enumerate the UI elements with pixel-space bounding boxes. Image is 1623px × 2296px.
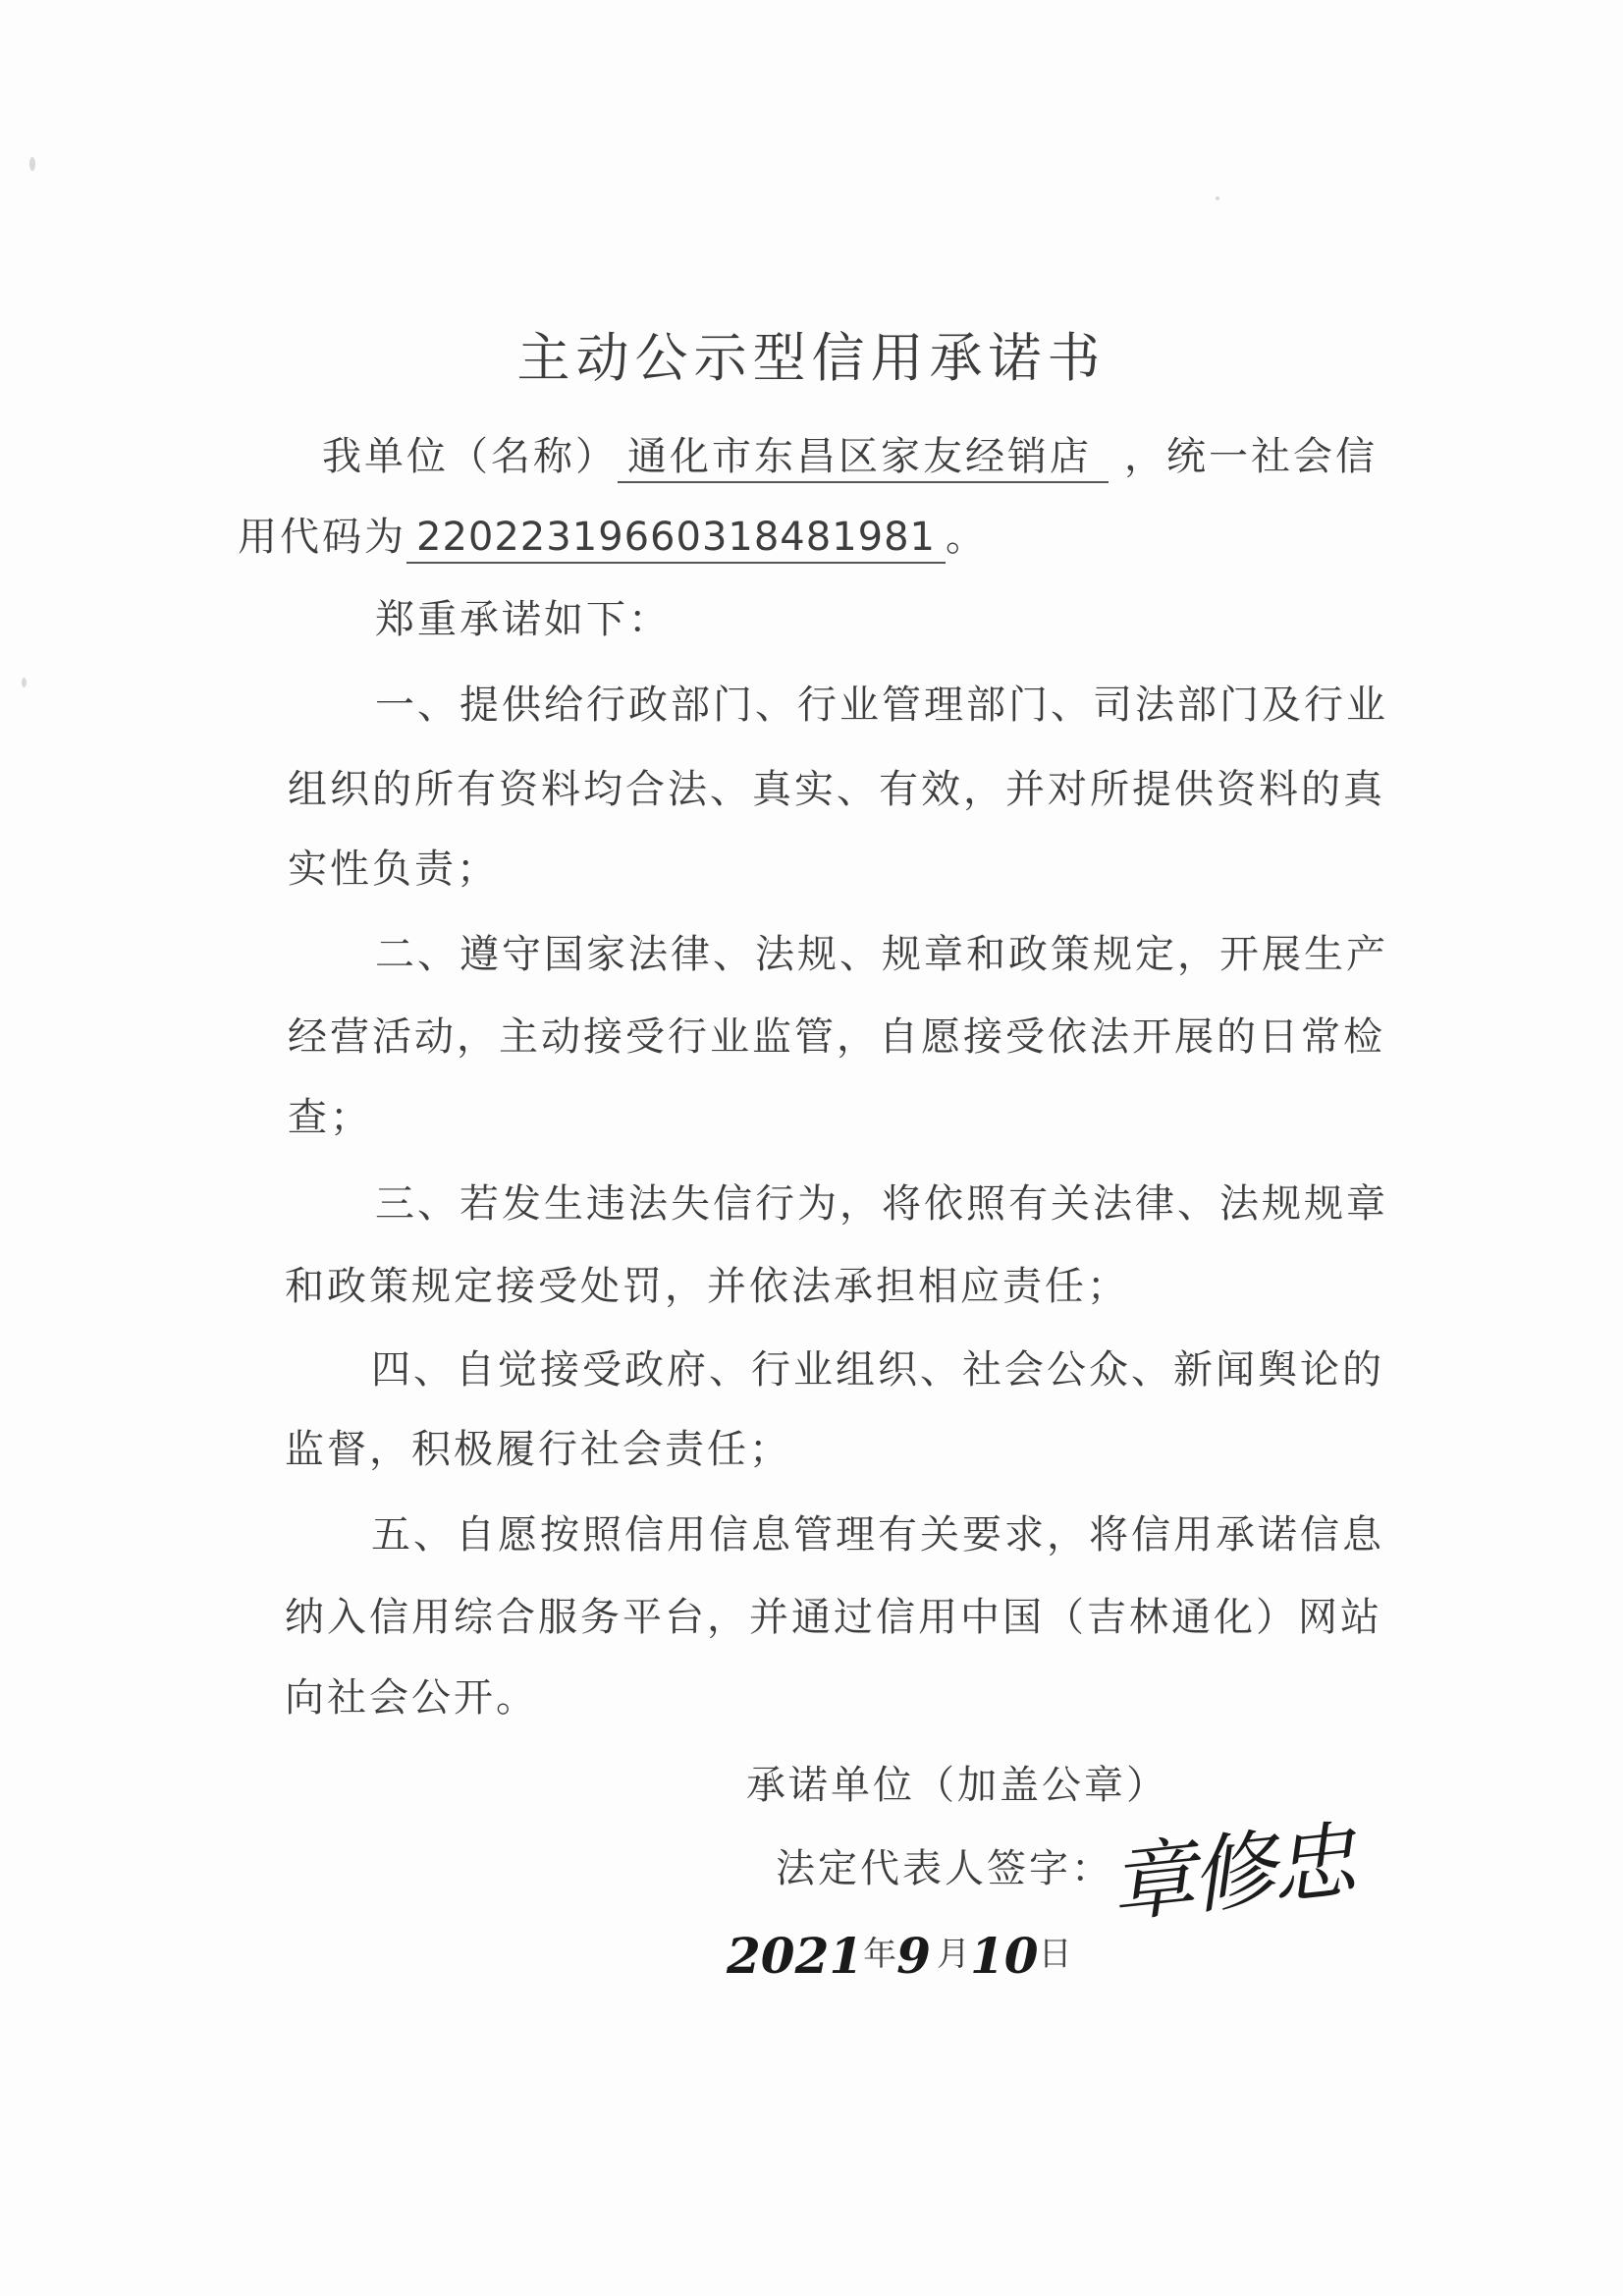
date-month: 9 — [896, 1927, 931, 1985]
clause-4-line-1: 四、自觉接受政府、行业组织、社会公众、新闻舆论的 — [371, 1347, 1384, 1393]
credit-code-field: 22022319660318481981 — [406, 515, 946, 564]
clause-1-line-3: 实性负责； — [288, 847, 499, 892]
clause-3-line-2: 和政策规定接受处罚，并依法承担相应责任； — [285, 1264, 1129, 1309]
pledge-heading: 郑重承诺如下： — [375, 597, 671, 642]
clause-5-line-1: 五、自愿按照信用信息管理有关要求，将信用承诺信息 — [371, 1512, 1384, 1558]
code-suffix: 。 — [945, 515, 988, 560]
scan-speck — [1216, 196, 1219, 200]
date-year: 2021 — [727, 1927, 864, 1985]
clause-5-line-2: 纳入信用综合服务平台，并通过信用中国（吉林通化）网站 — [285, 1595, 1382, 1640]
legal-rep-label: 法定代表人签字： — [776, 1846, 1113, 1891]
signing-date — [727, 1927, 1072, 1985]
intro-suffix: ，统一社会信 — [1124, 434, 1378, 479]
clause-1-line-2: 组织的所有资料均合法、真实、有效，并对所提供资料的真 — [288, 767, 1385, 812]
intro-line-1 — [322, 432, 1378, 483]
document-title: 主动公示型信用承诺书 — [516, 327, 1107, 389]
clause-4-line-2: 监督，积极履行社会责任； — [285, 1427, 791, 1472]
clause-2-line-3: 查； — [288, 1095, 372, 1140]
intro-prefix: 我单位（名称） — [322, 434, 618, 479]
company-name-field: 通化市东昌区家友经销店 — [618, 434, 1109, 483]
date-month-unit: 月 — [936, 1935, 970, 1974]
date-day: 10 — [969, 1927, 1039, 1985]
date-day-unit: 日 — [1038, 1935, 1072, 1974]
scan-speck — [29, 157, 35, 171]
intro-line-2 — [238, 513, 988, 564]
date-year-unit: 年 — [863, 1935, 897, 1974]
clause-3-line-1: 三、若发生违法失信行为，将依照有关法律、法规规章 — [375, 1181, 1388, 1227]
commitment-unit-label: 承诺单位（加盖公章） — [746, 1763, 1168, 1808]
legal-rep-signature: 章修忠 — [1106, 1812, 1357, 1936]
clause-2-line-1: 二、遵守国家法律、法规、规章和政策规定，开展生产 — [375, 932, 1388, 977]
clause-2-line-2: 经营活动，主动接受行业监管，自愿接受依法开展的日常检 — [288, 1014, 1385, 1060]
clause-1-line-1: 一、提供给行政部门、行业管理部门、司法部门及行业 — [375, 683, 1388, 728]
scan-speck — [22, 678, 27, 687]
code-prefix: 用代码为 — [238, 515, 406, 560]
clause-5-line-3: 向社会公开。 — [285, 1675, 538, 1721]
